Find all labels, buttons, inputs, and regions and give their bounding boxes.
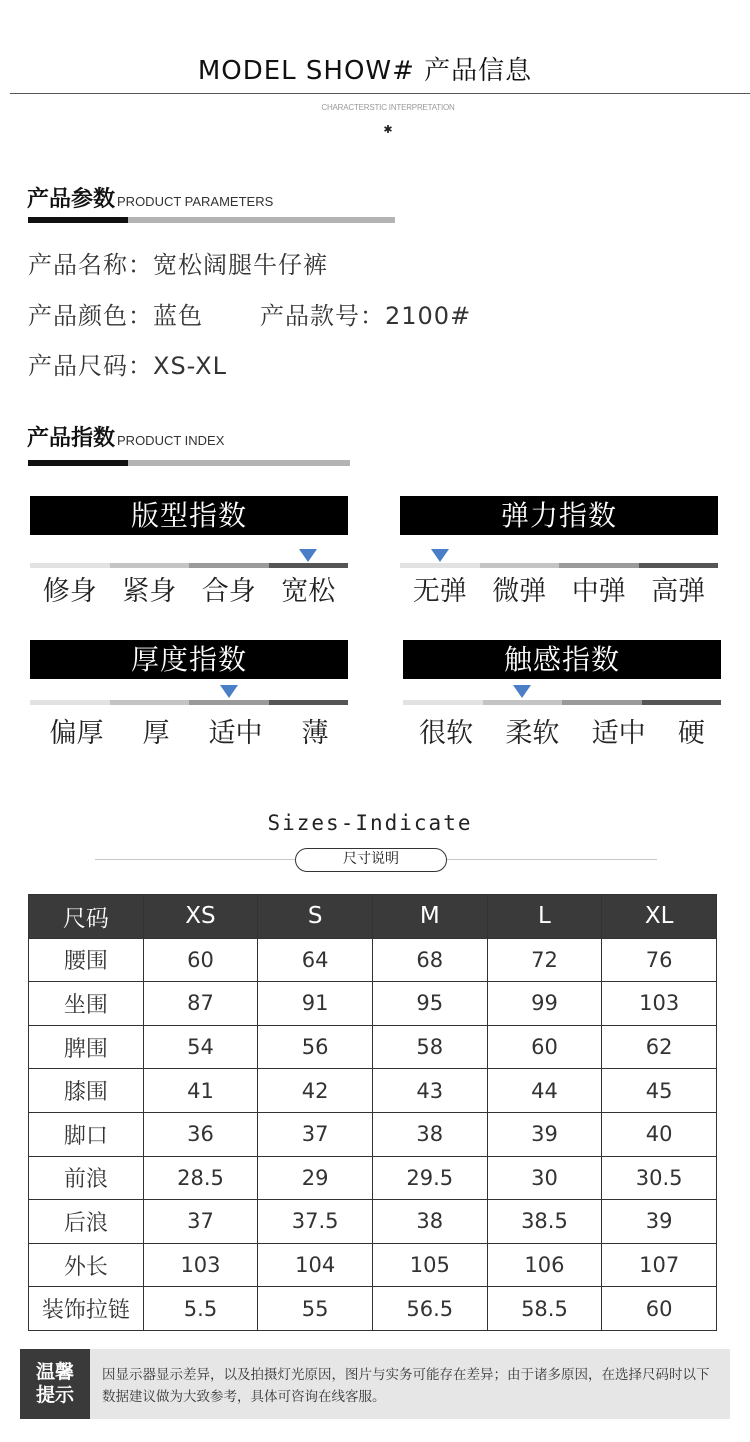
row-label: 脾围 xyxy=(29,1025,144,1069)
param-size: 产品尺码：XS-XL xyxy=(28,352,227,380)
table-cell: 60 xyxy=(487,1025,602,1069)
index-label: 薄 xyxy=(301,718,329,749)
table-cell: 41 xyxy=(143,1069,258,1113)
index-marker xyxy=(220,685,238,698)
index-panel-thickness xyxy=(30,640,348,750)
index-label: 适中 xyxy=(591,718,646,749)
snowflake-icon: ✱ xyxy=(383,123,393,136)
column-header: L xyxy=(487,895,602,939)
table-cell: 37 xyxy=(143,1200,258,1244)
row-label: 外长 xyxy=(29,1243,144,1287)
table-cell: 44 xyxy=(487,1069,602,1113)
table-cell: 39 xyxy=(602,1200,717,1244)
notice-label: 温馨 提示 xyxy=(20,1349,90,1419)
index-label: 无弹 xyxy=(412,576,467,607)
table-cell: 30.5 xyxy=(602,1156,717,1200)
index-label: 偏厚 xyxy=(49,718,104,749)
index-label: 高弹 xyxy=(651,576,706,607)
params-heading-cn: 产品参数 xyxy=(27,187,116,212)
row-label: 腰围 xyxy=(29,938,144,982)
params-heading-bar xyxy=(28,217,395,223)
table-cell: 103 xyxy=(143,1243,258,1287)
index-scale xyxy=(403,679,721,705)
index-panel-touch xyxy=(403,640,721,750)
table-row xyxy=(29,982,717,1026)
table-cell: 42 xyxy=(258,1069,373,1113)
table-cell: 91 xyxy=(258,982,373,1026)
table-cell: 56 xyxy=(258,1025,373,1069)
table-cell: 29 xyxy=(258,1156,373,1200)
index-title: 厚度指数 xyxy=(30,640,348,679)
index-label: 合身 xyxy=(201,576,256,607)
table-cell: 103 xyxy=(602,982,717,1026)
index-label: 宽松 xyxy=(281,576,336,607)
size-table-header xyxy=(29,895,717,939)
table-cell: 58 xyxy=(372,1025,487,1069)
table-cell: 54 xyxy=(143,1025,258,1069)
index-label: 厚 xyxy=(142,718,170,749)
table-cell: 43 xyxy=(372,1069,487,1113)
index-marker xyxy=(299,549,317,562)
notice-text: 因显示器显示差异，以及拍摄灯光原因，图片与实务可能存在差异；由于诸多原因，在选择尺码时以下数据建议做为大致参考，具体可咨询在线客服。 xyxy=(102,1367,710,1405)
table-cell: 104 xyxy=(258,1243,373,1287)
table-cell: 72 xyxy=(487,938,602,982)
table-cell: 38.5 xyxy=(487,1200,602,1244)
param-color: 产品颜色：蓝色 xyxy=(28,302,203,330)
table-cell: 39 xyxy=(487,1112,602,1156)
table-cell: 28.5 xyxy=(143,1156,258,1200)
index-heading-bar xyxy=(28,460,350,466)
index-scale xyxy=(30,679,348,705)
sizes-rule-right xyxy=(447,859,657,860)
header-subtitle: CHARACTERSTIC INTERPRETATION xyxy=(321,103,455,112)
sizes-heading-en: Sizes-Indicate xyxy=(267,811,473,835)
params-heading xyxy=(27,182,273,213)
table-row xyxy=(29,1156,717,1200)
table-cell: 62 xyxy=(602,1025,717,1069)
index-scale xyxy=(30,535,348,568)
header-divider xyxy=(10,93,750,94)
table-cell: 37.5 xyxy=(258,1200,373,1244)
column-header: XL xyxy=(602,895,717,939)
table-row xyxy=(29,1287,717,1331)
table-cell: 60 xyxy=(602,1287,717,1331)
index-panel-elasticity xyxy=(400,496,718,608)
table-cell: 106 xyxy=(487,1243,602,1287)
table-row xyxy=(29,1025,717,1069)
row-label: 装饰拉链 xyxy=(29,1287,144,1331)
params-heading-en: PRODUCT PARAMETERS xyxy=(117,194,274,209)
sizes-rule-left xyxy=(95,859,295,860)
column-header: XS xyxy=(143,895,258,939)
index-heading xyxy=(27,421,224,452)
index-scale xyxy=(400,535,718,568)
table-row xyxy=(29,938,717,982)
index-label: 微弹 xyxy=(492,576,547,607)
index-marker xyxy=(431,549,449,562)
table-cell: 107 xyxy=(602,1243,717,1287)
table-row xyxy=(29,1243,717,1287)
index-label: 硬 xyxy=(677,718,705,749)
column-header: 尺码 xyxy=(29,895,144,939)
table-cell: 38 xyxy=(372,1200,487,1244)
table-cell: 45 xyxy=(602,1069,717,1113)
index-marker xyxy=(513,685,531,698)
table-cell: 76 xyxy=(602,938,717,982)
table-cell: 64 xyxy=(258,938,373,982)
table-row xyxy=(29,1069,717,1113)
index-heading-cn: 产品指数 xyxy=(27,426,116,451)
row-label: 膝围 xyxy=(29,1069,144,1113)
index-title: 弹力指数 xyxy=(400,496,718,535)
column-header: M xyxy=(372,895,487,939)
index-panel-fit xyxy=(30,496,348,608)
table-cell: 60 xyxy=(143,938,258,982)
table-row xyxy=(29,1112,717,1156)
table-cell: 58.5 xyxy=(487,1287,602,1331)
param-name: 产品名称：宽松阔腿牛仔裤 xyxy=(28,251,328,279)
row-label: 后浪 xyxy=(29,1200,144,1244)
param-style-no: 产品款号：2100# xyxy=(260,302,472,330)
table-cell: 68 xyxy=(372,938,487,982)
table-row xyxy=(29,1200,717,1244)
index-label: 中弹 xyxy=(571,576,626,607)
index-title: 触感指数 xyxy=(403,640,721,679)
size-table xyxy=(28,894,717,1331)
column-header: S xyxy=(258,895,373,939)
row-label: 坐围 xyxy=(29,982,144,1026)
table-cell: 29.5 xyxy=(372,1156,487,1200)
table-cell: 99 xyxy=(487,982,602,1026)
table-cell: 105 xyxy=(372,1243,487,1287)
index-label: 很软 xyxy=(419,718,474,749)
table-cell: 38 xyxy=(372,1112,487,1156)
page-title: MODEL SHOW# 产品信息 xyxy=(197,56,533,86)
index-title: 版型指数 xyxy=(30,496,348,535)
row-label: 脚口 xyxy=(29,1112,144,1156)
table-cell: 37 xyxy=(258,1112,373,1156)
table-cell: 55 xyxy=(258,1287,373,1331)
table-cell: 40 xyxy=(602,1112,717,1156)
sizes-heading-cn: 尺寸说明 xyxy=(295,848,447,872)
table-cell: 5.5 xyxy=(143,1287,258,1331)
index-label: 修身 xyxy=(42,576,97,607)
index-label: 适中 xyxy=(208,718,263,749)
table-cell: 30 xyxy=(487,1156,602,1200)
table-cell: 95 xyxy=(372,982,487,1026)
index-label: 紧身 xyxy=(122,576,177,607)
param-color-row xyxy=(28,296,471,331)
index-heading-en: PRODUCT INDEX xyxy=(117,433,225,448)
table-cell: 87 xyxy=(143,982,258,1026)
table-cell: 36 xyxy=(143,1112,258,1156)
table-cell: 56.5 xyxy=(372,1287,487,1331)
index-label: 柔软 xyxy=(505,718,560,749)
notice-box xyxy=(20,1349,730,1419)
row-label: 前浪 xyxy=(29,1156,144,1200)
